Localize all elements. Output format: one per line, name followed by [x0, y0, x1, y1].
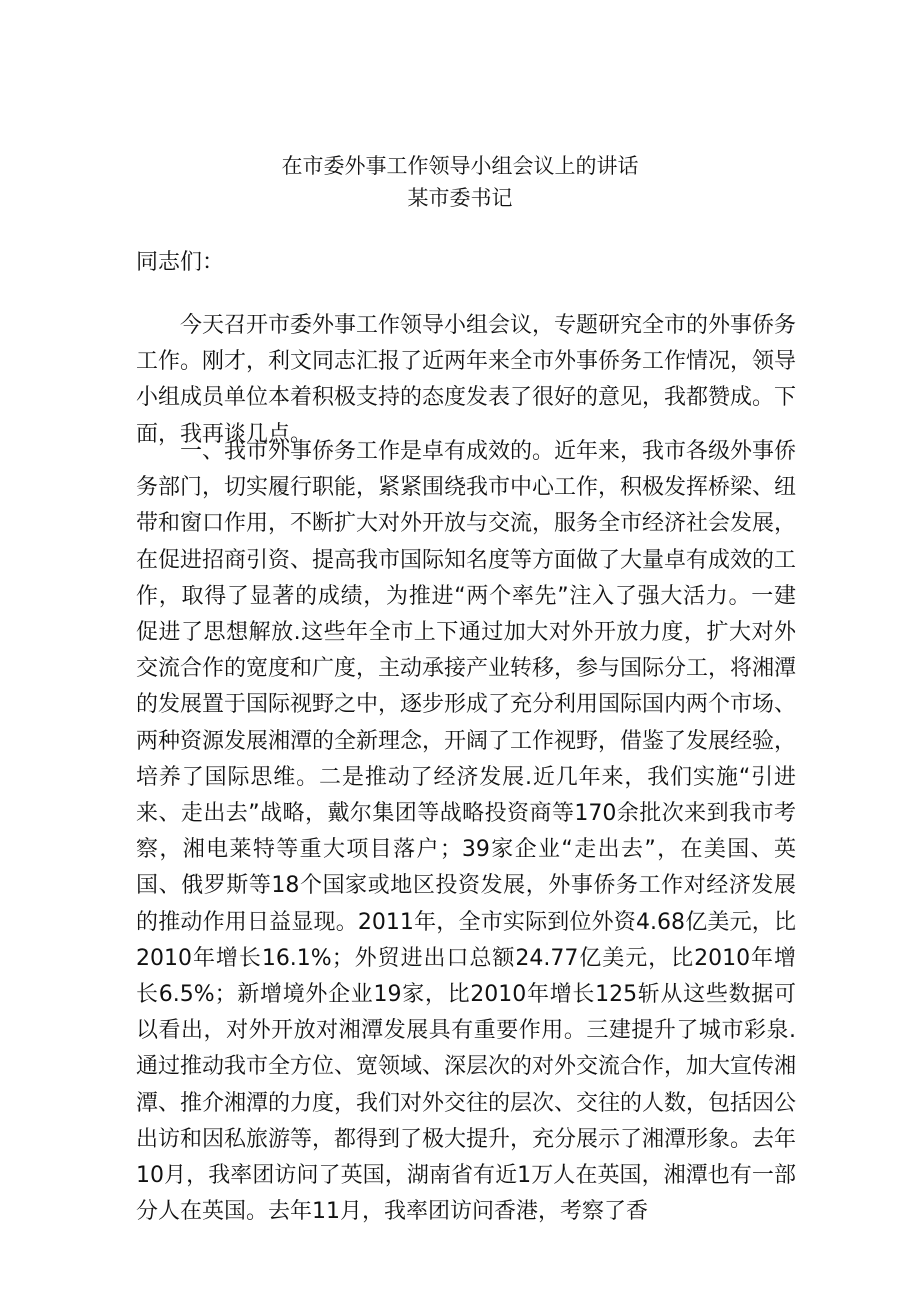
title-block	[0, 150, 920, 214]
document-title: 在市委外事工作领导小组会议上的讲话	[281, 154, 639, 178]
document-author: 某市委书记	[407, 186, 513, 210]
paragraph-section-one: 一、我市外事侨务工作是卓有成效的。近年来，我市各级外事侨务部门，切实履行职能，紧紧围绕我市中心工作，积极发挥桥梁、纽带和窗口作用，不断扩大对外开放与交流，服务全市经济社会发展，在促进招商引资、提高我市国际知名度等方面做了大量卓有成效的工作，取得了显著的成绩，为推进“两个率先”注入了强大活力。一建促进了思想解放.这些年全市上下通过加大对外开放力度，扩大对外交流合作的宽度和广度，主动承接产业转移，参与国际分工，将湘潭的发展置于国际视野之中，逐步形成了充分利用国际国内两个市场、两种资源发展湘潭的全新理念，开阔了工作视野，借鉴了发展经验，培养了国际思维。二是推动了经济发展.近几年来，我们实施“引进来、走出去”战略，戴尔集团等战略投资商等170余批次来到我市考察，湘电莱特等重大项目落户；39家企业“走出去”，在美国、英国、俄罗斯等18个国家或地区投资发展，外事侨务工作对经济发展的推动作用日益显现。2011年，全市实际到位外资4.68亿美元，比2010年增长16.1%；外贸进出口总额24.77亿美元，比2010年增长6.5%；新增境外企业19家，比2010年增长125斩从这些数据可以看出，对外开放对湘潭发展具有重要作用。三建提升了城市彩泉.通过推动我市全方位、宽领域、深层次的对外交流合作，加大宣传湘潭、推介湘潭的力度，我们对外交往的层次、交往的人数，包括因公出访和因私旅游等，都得到了极大提升，充分展示了湘潭形象。去年10月，我率团访问了英国，湖南省有近1万人在英国，湘潭也有一部分人在英国。去年11月，我率团访问香港，考察了香	[136, 439, 797, 1225]
salutation: 同志们：	[136, 250, 225, 275]
paragraph-intro: 今天召开市委外事工作领导小组会议，专题研究全市的外事侨务工作。刚才，利文同志汇报了近两年来全市外事侨务工作情况，领导小组成员单位本着积极支持的态度发表了很好的意见，我都赞成。下面，我再谈几点。	[136, 313, 797, 447]
